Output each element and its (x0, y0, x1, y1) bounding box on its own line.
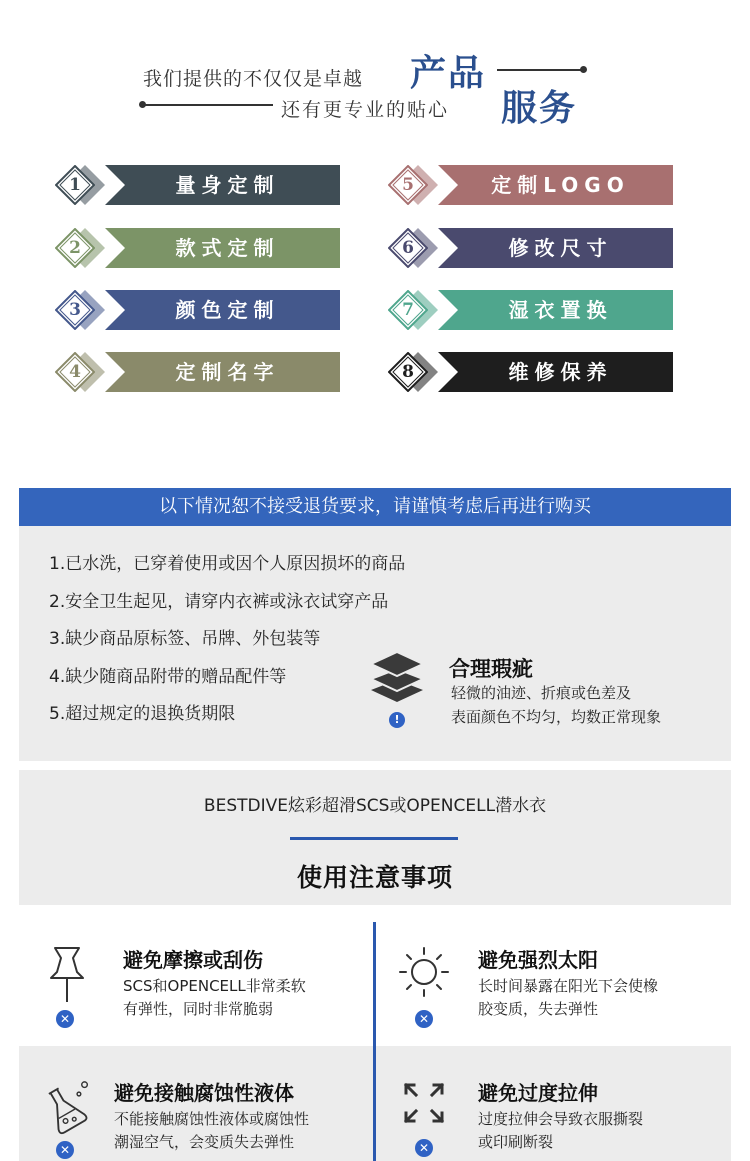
tip-desc-line1: 不能接触腐蚀性液体或腐蚀性 (114, 1110, 310, 1128)
tip-desc-line2: 胶变质，失去弹性 (478, 1000, 599, 1018)
service-number: 5 (402, 175, 414, 195)
close-icon: ✕ (415, 1139, 433, 1157)
flaw-desc-line1: 轻微的油迹、折痕或色差及 (451, 684, 632, 702)
layers-icon (369, 650, 425, 704)
service-number: 1 (69, 175, 81, 195)
service-item (55, 228, 345, 268)
tip-desc-line1: SCS和OPENCELL非常柔软 (123, 977, 306, 995)
service-item (388, 352, 678, 392)
return-policy-list (49, 552, 405, 740)
tip-avoid-overstretch (398, 1077, 738, 1161)
notice-underline (290, 837, 458, 840)
list-item: 4.缺少随商品附带的赠品配件等 (49, 666, 287, 687)
flask-icon (36, 1077, 92, 1139)
service-number: 4 (69, 362, 81, 382)
service-item (388, 228, 678, 268)
tip-desc-line2: 或印刷断裂 (478, 1133, 554, 1151)
service-label: 颜色定制 (175, 298, 280, 322)
tip-desc-line1: 长时间暴露在阳光下会使橡 (478, 977, 659, 995)
tip-desc-line2: 潮湿空气，会变质失去弹性 (114, 1133, 295, 1151)
service-number: 2 (69, 238, 81, 258)
sun-icon (398, 944, 454, 1006)
service-label: 湿衣置换 (508, 298, 613, 322)
close-icon: ✕ (56, 1010, 74, 1028)
service-item (388, 290, 678, 330)
header-dot-top (580, 66, 587, 73)
service-number: 3 (69, 300, 81, 320)
close-icon: ✕ (415, 1010, 433, 1028)
list-item: 1.已水洗，已穿着使用或因个人原因损坏的商品 (49, 554, 406, 574)
list-item: 3.缺少商品原标签、吊牌、外包装等 (49, 629, 321, 649)
service-label: 量身定制 (175, 173, 280, 197)
service-number: 7 (402, 300, 414, 320)
service-label: 定制LOGO (491, 173, 630, 197)
reasonable-flaw-note (369, 650, 719, 740)
service-item (55, 290, 345, 330)
header-word-service: 服务 (501, 88, 578, 129)
service-label: 定制名字 (175, 360, 280, 384)
notice-title: 使用注意事项 (296, 863, 453, 892)
pushpin-icon (43, 944, 99, 1006)
service-number: 6 (402, 238, 414, 258)
usage-notice-panel (19, 770, 731, 905)
service-label: 修改尺寸 (508, 236, 613, 260)
header-line1: 我们提供的不仅仅是卓越 (143, 68, 364, 90)
service-item (388, 165, 678, 205)
tip-title: 避免摩擦或刮伤 (123, 948, 263, 972)
tip-desc-line2: 有弹性，同时非常脆弱 (123, 1000, 274, 1018)
tip-title: 避免过度拉伸 (478, 1081, 598, 1105)
header-word-product: 产品 (410, 53, 487, 94)
page-header (0, 0, 750, 140)
service-item (55, 352, 345, 392)
product-subtitle: BESTDIVE炫彩超滑SCS或OPENCELL潜水衣 (203, 796, 547, 816)
list-item: 5.超过规定的退换货期限 (49, 704, 236, 724)
close-icon: ✕ (56, 1141, 74, 1159)
service-number: 8 (402, 362, 414, 382)
flaw-desc-line2: 表面颜色不均匀，均数正常现象 (451, 708, 662, 726)
list-item: 2.安全卫生起见，请穿内衣裤或泳衣试穿产品 (49, 591, 389, 612)
flaw-title: 合理瑕疵 (449, 657, 533, 681)
tip-title: 避免接触腐蚀性液体 (114, 1081, 294, 1105)
service-item (55, 165, 345, 205)
tip-avoid-corrosive (36, 1077, 376, 1161)
service-label: 维修保养 (508, 360, 613, 384)
return-policy-panel (19, 488, 731, 761)
header-line2: 还有更专业的贴心 (281, 99, 450, 121)
header-divider-top (497, 69, 581, 71)
service-label: 款式定制 (175, 236, 280, 260)
info-badge-icon: ! (389, 712, 405, 728)
tip-desc-line1: 过度拉伸会导致衣服撕裂 (478, 1110, 644, 1128)
expand-arrows-icon (398, 1077, 454, 1139)
tip-avoid-sun (398, 944, 738, 1044)
return-policy-header: 以下情况恕不接受退货要求，请谨慎考虑后再进行购买 (19, 488, 731, 526)
header-divider-bottom (145, 104, 273, 106)
tip-title: 避免强烈太阳 (478, 948, 598, 972)
tip-avoid-friction (43, 944, 383, 1044)
